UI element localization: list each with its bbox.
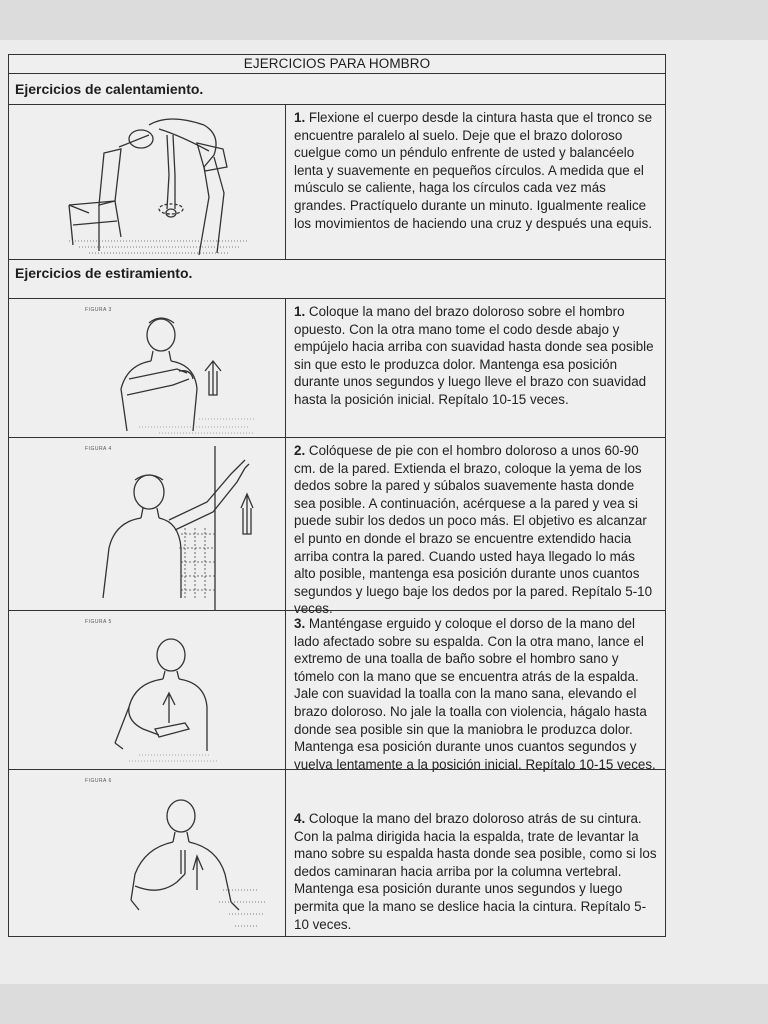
exercise-table — [8, 54, 666, 937]
exercise-description: Colóquese de pie con el hombro doloroso a unos 60-90 cm. de la pared. Extienda el brazo, coloque la yema de los dedos sobre la pared y súbalos suavemente hasta donde sea posible. A continuación, acérquese a la pared y vea si puede subir los dedos un poco más. El objetivo es alcanzar el punto en donde el brazo se encuentre extendido hacia arriba contra la pared. Cuando usted haya llegado lo más alto posible, mantenga esa posición durante unos cuantos segundos y luego baje los dedos por la pared. Repítalo 5-10 veces. — [294, 443, 653, 617]
exercise-row-stretch-2 — [9, 438, 665, 617]
exercise-description: Coloque la mano del brazo doloroso sobre el hombro opuesto. Con la otra mano tome el codo desde abajo y empújelo hacia arriba con suavidad hasta donde sea posible sin que esto le produzca dolor. Mantenga esa posición durante unos segundos y luego lleve el brazo con suavidad hasta la posición inicial. Repítalo 10-15 veces. — [294, 304, 654, 407]
exercise-number: 2. — [294, 443, 306, 458]
behind-back-reach-illustration-icon — [9, 770, 286, 936]
exercise-description: Flexione el cuerpo desde la cintura hasta que el tronco se encuentre paralelo al suelo. Deje que el brazo doloroso cuelgue como un péndulo enfrente de usted y balancéelo lenta y suavemente en pequeños círculos. A medida que el músculo se caliente, haga los círculos cada vez más grandes. Practíquelo durante un minuto. Igualmente realice los movimientos de haciendo una cruz y después una equis. — [294, 110, 653, 231]
exercise-row-stretch-4 — [9, 770, 665, 936]
exercise-number: 4. — [294, 811, 306, 826]
exercise-text-stretch-4 — [286, 770, 665, 936]
exercise-text-stretch-2 — [286, 438, 665, 617]
section-heading-warmup: Ejercicios de calentamiento. — [9, 74, 665, 105]
figure-label: FIGURA 5 — [85, 619, 112, 625]
exercise-row-stretch-3 — [9, 611, 665, 770]
wall-climb-illustration-icon — [9, 438, 286, 610]
exercise-text-warmup-1 — [286, 105, 665, 259]
exercise-row-stretch-1 — [9, 299, 665, 438]
exercise-text-stretch-1 — [286, 299, 665, 437]
document-title: EJERCICIOS PARA HOMBRO — [9, 55, 665, 74]
section-heading-stretching: Ejercicios de estiramiento. — [9, 260, 665, 299]
figure-label: FIGURA 3 — [85, 307, 112, 313]
figure-label: FIGURA 4 — [85, 446, 112, 452]
exercise-row-warmup-1 — [9, 105, 665, 260]
exercise-description: Coloque la mano del brazo doloroso atrás de su cintura. Con la palma dirigida hacia la espalda, trate de levantar la mano sobre su espalda hasta donde sea posible, como si los dedos caminaran hacia arriba por la columna vertebral. Mantenga esa posición durante unos segundos y luego permita que la mano se deslice hacia la cintura. Repítalo 5-10 veces. — [294, 811, 657, 932]
exercise-number: 1. — [294, 110, 306, 125]
exercise-number: 1. — [294, 304, 306, 319]
pendulum-exercise-illustration-icon — [9, 105, 286, 259]
figure-label: FIGURA 6 — [85, 778, 112, 784]
exercise-number: 3. — [294, 616, 306, 631]
cross-body-stretch-illustration-icon — [9, 299, 286, 437]
exercise-description: Manténgase erguido y coloque el dorso de la mano del lado afectado sobre su espalda. Con la otra mano, lance el extremo de una toalla de baño sobre el hombro sano y tómelo con la mano que se encuentra atrás de la espalda. Jale con suavidad la toalla con la mano sana, elevando el brazo doloroso. No jale la toalla con violencia, hágalo hasta donde sea posible sin que la maniobra le produzca dolor. Mantenga esa posición durante unos cuantos segundos y vuelva lentamente a la posición inicial. Repítalo 10-15 veces. — [294, 616, 656, 772]
exercise-text-stretch-3 — [286, 611, 665, 772]
towel-stretch-illustration-icon — [9, 611, 286, 769]
